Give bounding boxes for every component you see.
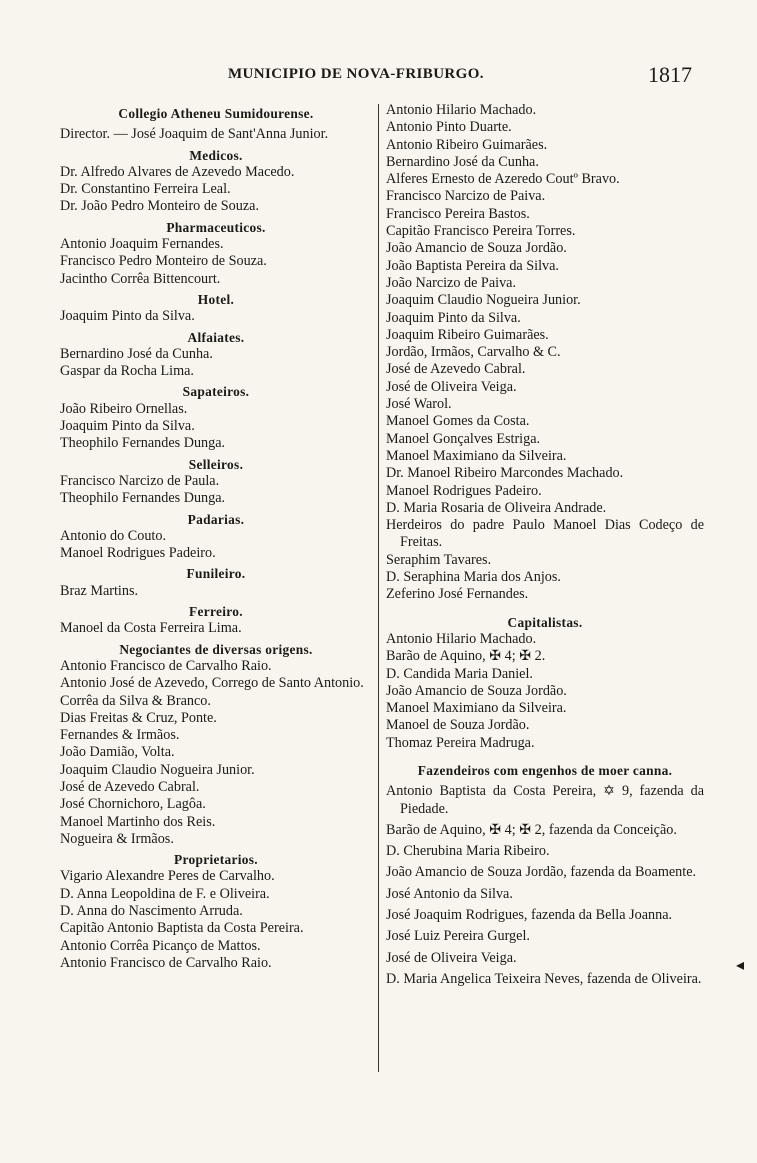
list-entry: Joaquim Pinto da Silva. [386,309,521,326]
list-entry: Dr. Alfredo Alvares de Azevedo Macedo. [60,163,295,180]
list-entry: Fernandes & Irmãos. [60,727,180,744]
list-entry: João Amancio de Souza Jordão. [386,682,567,699]
college-title: Collegio Atheneu Sumidourense. [118,106,314,121]
list-entry: José de Oliveira Veiga. [386,378,517,395]
list-entry: Dr. Constantino Ferreira Leal. [60,181,231,198]
list-entry: José Joaquim Rodrigues, fazenda da Bella Joanna. [386,907,673,924]
list-entry: D. Maria Angelica Teixeira Neves, fazenda de Oliveira. [386,970,702,987]
list-entry: Manoel Maximiano da Silveira. [386,447,567,464]
list-entry: João Ribeiro Ornellas. [60,400,188,417]
list-entry: D. Maria Rosaria de Oliveira Andrade. [386,499,607,516]
list-entry: Barão de Aquino, ✠ 4; ✠ 2, fazenda da Conceição. [386,821,677,838]
page-number: 1817 [648,62,692,87]
list-entry: José de Oliveira Veiga. [386,949,517,966]
list-entry: José Luiz Pereira Gurgel. [386,928,530,945]
list-entry: D. Anna do Nascimento Arruda. [60,903,243,920]
list-entry: João Narcizo de Paiva. [386,274,517,291]
section-heading: Alfaiates. [187,329,245,345]
margin-mark-icon: ◂ [736,957,745,974]
section-heading: Sapateiros. [182,384,250,400]
list-entry: João Baptista Pereira da Silva. [386,257,559,274]
list-entry: José de Azevedo Cabral. [386,361,526,378]
list-entry: Joaquim Pinto da Silva. [60,418,195,435]
list-entry: Manoel da Costa Ferreira Lima. [60,620,242,637]
capitalists-list [386,631,704,752]
section-heading: Medicos. [189,147,243,163]
list-entry: Dias Freitas & Cruz, Ponte. [60,709,217,726]
right-intro-list [386,102,704,604]
list-entry: Nogueira & Irmãos. [60,830,174,847]
list-entry: Antonio Hilario Machado. [386,630,537,647]
list-entry: Capitão Francisco Pereira Torres. [386,223,576,240]
left-column [60,102,372,972]
list-entry: Francisco Narcizo de Paula. [60,472,220,489]
list-entry: Francisco Narcizo de Paiva. [386,188,546,205]
page-title: MUNICIPIO DE NOVA-FRIBURGO. [228,66,484,82]
list-entry: Antonio Pinto Duarte. [386,119,512,136]
list-entry: Antonio Corrêa Picanço de Mattos. [60,937,261,954]
right-column [386,102,704,988]
section-heading-capitalists: Capitalistas. [507,614,583,630]
list-entry: Manoel de Souza Jordão. [386,717,530,734]
list-entry: Francisco Pedro Monteiro de Souza. [60,253,267,270]
list-entry: João Damião, Volta. [60,744,175,761]
list-entry: D. Cherubina Maria Ribeiro. [386,843,550,860]
list-entry: João Amancio de Souza Jordão. [386,240,567,257]
list-entry: Joaquim Claudio Nogueira Junior. [60,761,255,778]
page-header [0,62,757,90]
list-entry: Manoel Gomes da Costa. [386,413,530,430]
list-entry: Manoel Rodrigues Padeiro. [60,545,216,562]
list-entry: Antonio Hilario Machado. [386,102,537,118]
list-entry: Gaspar da Rocha Lima. [60,363,194,380]
list-entry: Alferes Ernesto de Azeredo Coutº Bravo. [386,171,620,188]
section-heading: Ferreiro. [189,604,243,620]
section-heading: Negociantes de diversas origens. [119,641,313,657]
list-entry: Seraphim Tavares. [386,551,492,568]
section-heading: Proprietarios. [174,852,258,868]
list-entry: Dr. Manoel Ribeiro Marcondes Machado. [386,465,624,482]
list-entry: Antonio José de Azevedo, Corrego de Santo Antonio. [60,675,364,692]
list-entry: Zeferino José Fernandes. [386,586,529,603]
list-entry: Jordão, Irmãos, Carvalho & C. [386,344,561,361]
section-heading: Padarias. [187,511,245,527]
list-entry: Barão de Aquino, ✠ 4; ✠ 2. [386,648,546,665]
list-entry: José Warol. [386,396,452,413]
list-entry: José de Azevedo Cabral. [60,778,200,795]
section-heading: Selleiros. [188,456,244,472]
list-entry: Antonio Ribeiro Guimarães. [386,136,548,153]
list-entry: Joaquim Pinto da Silva. [60,308,195,325]
section-heading: Hotel. [197,291,235,307]
list-entry: José Antonio da Silva. [386,885,513,902]
list-entry: Antonio Joaquim Fernandes. [60,236,224,253]
farmers-list [386,783,704,988]
section-heading: Pharmaceuticos. [166,219,266,235]
list-entry: Vigario Alexandre Peres de Carvalho. [60,868,275,885]
list-entry: D. Candida Maria Daniel. [386,665,533,682]
list-entry: Theophilo Fernandes Dunga. [60,490,226,507]
section-heading: Funileiro. [186,566,246,582]
list-entry: Thomaz Pereira Madruga. [386,734,535,751]
list-entry: Bernardino José da Cunha. [386,153,539,170]
list-entry: Herdeiros do padre Paulo Manoel Dias Codeço de Freitas. [386,517,704,551]
list-entry: Antonio Francisco de Carvalho Raio. [60,657,272,674]
list-entry: D. Anna Leopoldina de F. e Oliveira. [60,885,270,902]
list-entry: Theophilo Fernandes Dunga. [60,435,226,452]
section-heading-farmers: Fazendeiros com engenhos de moer canna. [417,762,673,778]
list-entry: Jacintho Corrêa Bittencourt. [60,270,221,287]
director-entry: Director. — José Joaquim de Sant'Anna Junior. [60,126,329,143]
list-entry: Manoel Gonçalves Estriga. [386,430,541,447]
column-divider [378,104,379,1072]
list-entry: João Amancio de Souza Jordão, fazenda da Boamente. [386,864,697,881]
list-entry: Corrêa da Silva & Branco. [60,692,211,709]
list-entry: Antonio Francisco de Carvalho Raio. [60,954,272,971]
left-sections [60,147,372,973]
list-entry: Joaquim Ribeiro Guimarães. [386,326,549,343]
list-entry: Braz Martins. [60,582,139,599]
list-entry: Manoel Rodrigues Padeiro. [386,482,542,499]
list-entry: Antonio do Couto. [60,527,167,544]
list-entry: Antonio Baptista da Costa Pereira, ✡ 9, fazenda da Piedade. [386,783,704,817]
list-entry: Joaquim Claudio Nogueira Junior. [386,292,581,309]
list-entry: Bernardino José da Cunha. [60,345,213,362]
list-entry: Manoel Maximiano da Silveira. [386,700,567,717]
list-entry: Capitão Antonio Baptista da Costa Pereira. [60,920,304,937]
list-entry: Francisco Pereira Bastos. [386,205,530,222]
list-entry: Manoel Martinho dos Reis. [60,813,216,830]
list-entry: José Chornichoro, Lagôa. [60,796,206,813]
list-entry: D. Seraphina Maria dos Anjos. [386,569,561,586]
list-entry: Dr. João Pedro Monteiro de Souza. [60,198,259,215]
